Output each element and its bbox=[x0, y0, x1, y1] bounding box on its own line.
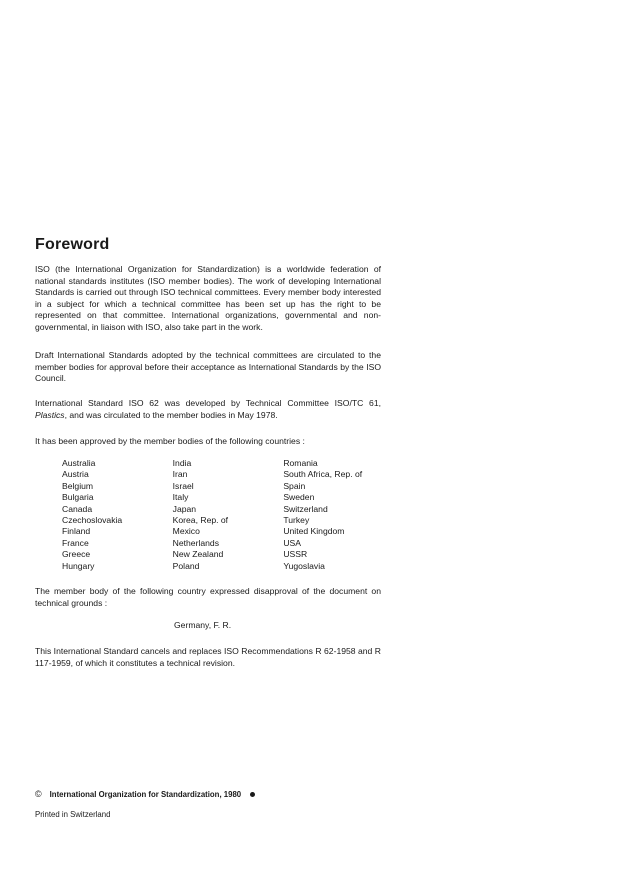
country-item: Turkey bbox=[283, 515, 310, 526]
printed-in-note: Printed in Switzerland bbox=[35, 810, 111, 819]
country-item: Finland bbox=[62, 526, 91, 537]
foreword-paragraph-approval: It has been approved by the member bodies of the following countries : bbox=[35, 436, 305, 446]
country-item: New Zealand bbox=[172, 549, 224, 560]
disapproving-country: Germany, F. R. bbox=[174, 620, 232, 630]
foreword-title: Foreword bbox=[35, 236, 110, 253]
country-item: Japan bbox=[172, 503, 197, 514]
country-item: Austria bbox=[62, 469, 89, 480]
bullet-dot-icon bbox=[250, 792, 255, 797]
country-item: Spain bbox=[283, 480, 306, 491]
country-item: Czechoslovakia bbox=[62, 515, 123, 526]
country-item: Hungary bbox=[62, 560, 95, 571]
country-item: Poland bbox=[172, 560, 200, 571]
development-text-start: International Standard ISO 62 was developed by Technical Committee ISO/TC 61, bbox=[35, 398, 381, 408]
foreword-paragraph-replacement: This International Standard cancels and replaces ISO Recommendations R 62-1958 and R 117-1959, of which it constitutes a technical revision. bbox=[35, 646, 381, 668]
country-item: United Kingdom bbox=[283, 526, 345, 537]
country-item: South Africa, Rep. of bbox=[283, 469, 363, 480]
country-item: Mexico bbox=[172, 526, 200, 537]
countries-column-2 bbox=[173, 458, 284, 572]
country-item: Romania bbox=[283, 458, 318, 468]
foreword-paragraph-disapproval: The member body of the following country expressed disapproval of the document on technical grounds : bbox=[35, 586, 381, 608]
foreword-paragraph-draft-standards: Draft International Standards adopted by the technical committees are circulated to the member bodies for approval before their acceptance as International Standards by the ISO Council. bbox=[35, 350, 381, 384]
country-item: Bulgaria bbox=[62, 492, 94, 503]
foreword-paragraph-development bbox=[35, 398, 381, 421]
country-item: France bbox=[62, 537, 89, 548]
countries-column-3 bbox=[283, 458, 392, 572]
copyright-line bbox=[35, 789, 255, 799]
country-item: USA bbox=[283, 537, 301, 548]
country-item: India bbox=[172, 458, 192, 468]
country-item: Australia bbox=[62, 458, 96, 468]
development-text-end: , and was circulated to the member bodies in May 1978. bbox=[64, 409, 278, 420]
foreword-paragraph-iso-intro: ISO (the International Organization for Standardization) is a worldwide federation of national standards institutes (ISO member bodies). The work of developing International Standards is carried out through ISO technical committees. Every member body interested in a subject for which a technical committee has been set up has the right to be represented on that committee. International organizations, governmental and non-governmental, in liaison with ISO, also take part in the work. bbox=[35, 264, 381, 332]
country-item: Korea, Rep. of bbox=[172, 515, 229, 526]
country-item: Belgium bbox=[62, 480, 94, 491]
committee-subject: Plastics bbox=[35, 409, 65, 420]
country-item: USSR bbox=[283, 549, 308, 560]
country-item: Sweden bbox=[283, 492, 315, 503]
country-item: Switzerland bbox=[283, 503, 328, 514]
approving-countries-list bbox=[62, 458, 392, 572]
country-item: Netherlands bbox=[172, 537, 219, 548]
countries-column-1 bbox=[62, 458, 173, 572]
country-item: Italy bbox=[172, 492, 189, 503]
country-item: Iran bbox=[172, 469, 188, 480]
copyright-icon: © bbox=[35, 789, 42, 799]
country-item: Canada bbox=[62, 503, 93, 514]
copyright-text: International Organization for Standardization, 1980 bbox=[49, 789, 242, 799]
country-item: Greece bbox=[62, 549, 91, 560]
country-item: Israel bbox=[172, 480, 194, 491]
country-item: Yugoslavia bbox=[283, 560, 325, 571]
